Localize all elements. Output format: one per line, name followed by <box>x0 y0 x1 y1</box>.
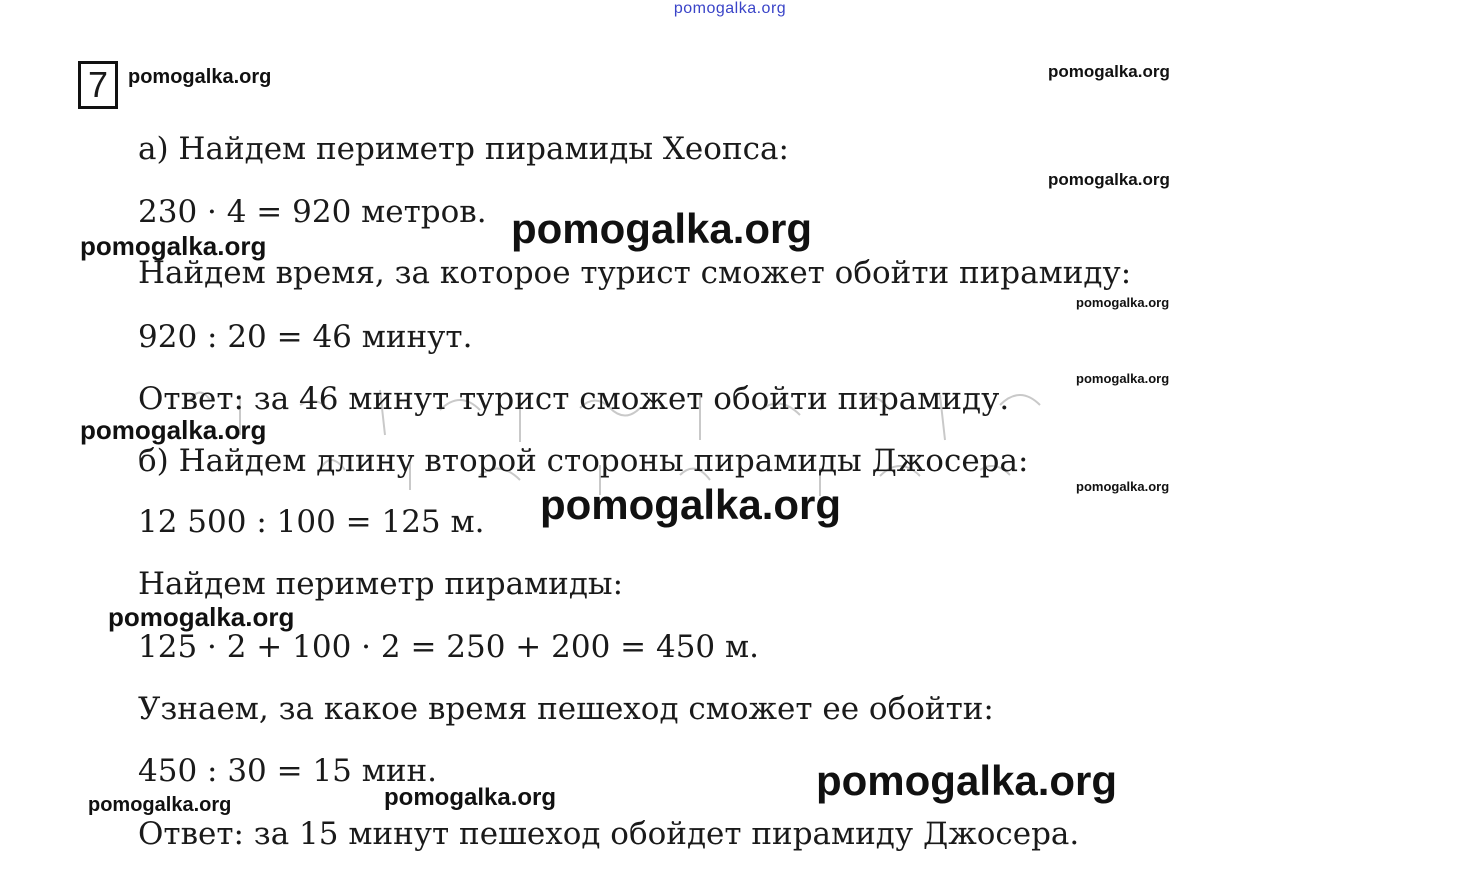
watermark-logo[interactable]: pomogalka.org <box>1076 479 1170 494</box>
task-number: 7 <box>87 64 109 105</box>
task-number-box <box>78 61 118 109</box>
watermark-logo[interactable]: pomogalka.org <box>128 66 272 88</box>
watermark-logo[interactable]: pomogalka.org <box>384 784 557 811</box>
watermark-logo[interactable]: pomogalka.org <box>108 602 295 632</box>
site-link-top[interactable]: pomogalka.org <box>673 0 787 17</box>
solution-line: Узнаем, за какое время пешеход сможет ее обойти: <box>138 691 994 727</box>
solution-line: б) Найдем длину второй стороны пирамиды Джосера: <box>138 443 1029 479</box>
solution-line: Найдем время, за которое турист сможет обойти пирамиду: <box>138 255 1132 291</box>
watermark-logo[interactable]: pomogalka.org <box>1048 170 1170 189</box>
solution-line: а) Найдем периметр пирамиды Хеопса: <box>138 131 789 167</box>
watermark-logo[interactable]: pomogalka.org <box>88 794 232 816</box>
watermark-logo[interactable]: pomogalka.org <box>1076 295 1170 310</box>
solution-line: Ответ: за 15 минут пешеход обойдет пирамиду Джосера. <box>138 816 1080 852</box>
watermark-logo[interactable]: pomogalka.org <box>80 231 267 261</box>
solution-line: Ответ: за 46 минут турист сможет обойти пирамиду. <box>138 381 1010 417</box>
watermark-logo[interactable]: pomogalka.org <box>511 205 813 252</box>
watermark-logo[interactable]: pomogalka.org <box>540 481 842 528</box>
watermark-logo[interactable]: pomogalka.org <box>1048 62 1170 81</box>
watermark-logo[interactable]: pomogalka.org <box>816 757 1118 804</box>
solution-line: 450 : 30 = 15 мин. <box>138 753 438 789</box>
watermark-logo[interactable]: pomogalka.org <box>80 415 267 445</box>
solution-line: 920 : 20 = 46 минут. <box>138 319 473 355</box>
solution-line: Найдем периметр пирамиды: <box>138 566 624 602</box>
solution-line: 12 500 : 100 = 125 м. <box>138 504 485 540</box>
solution-line: 125 · 2 + 100 · 2 = 250 + 200 = 450 м. <box>138 629 759 665</box>
solution-line: 230 · 4 = 920 метров. <box>138 194 487 230</box>
watermark-logo[interactable]: pomogalka.org <box>1076 371 1170 386</box>
